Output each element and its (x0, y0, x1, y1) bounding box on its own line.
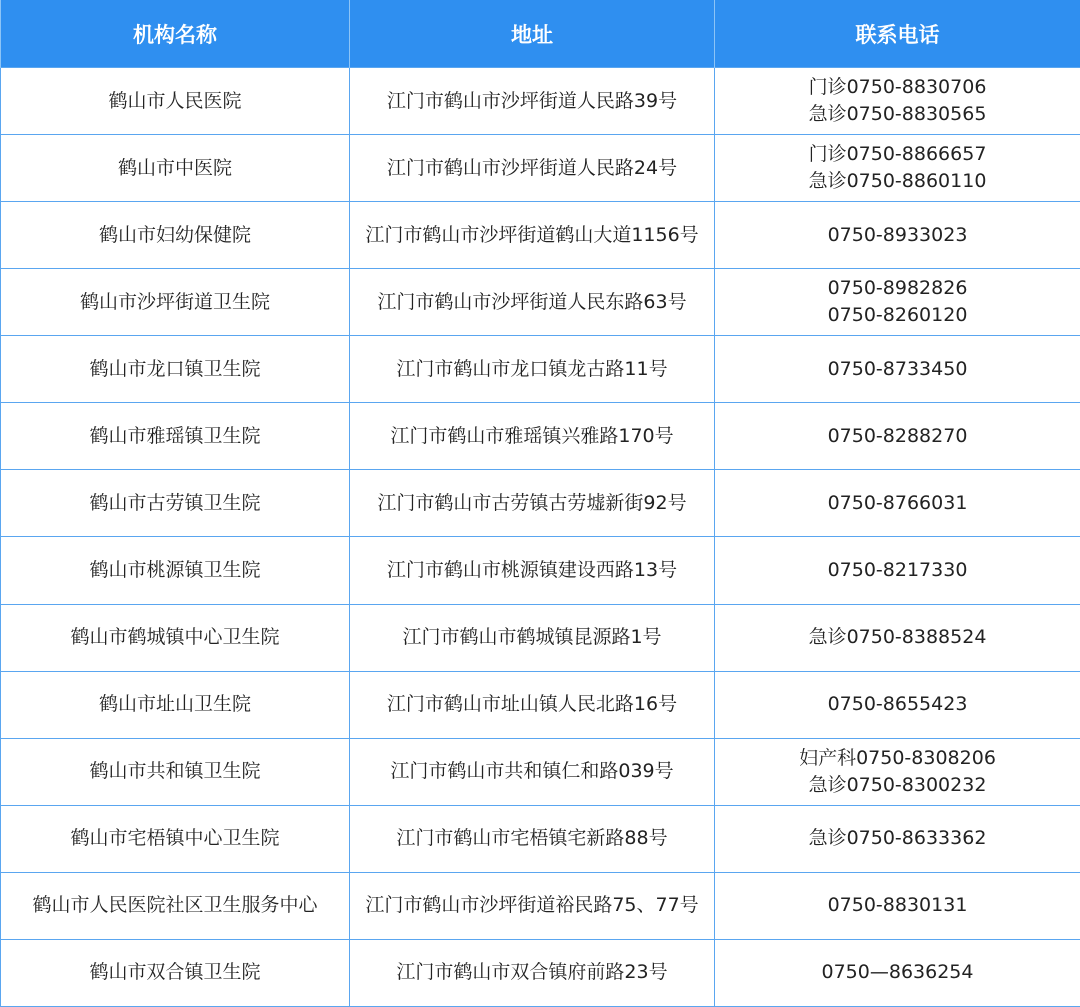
table-row (1, 805, 1080, 872)
phone-cell (715, 202, 1080, 269)
address-cell: 江门市鹤山市沙坪街道人民路39号 (350, 68, 715, 135)
institution-name-cell: 鹤山市鹤城镇中心卫生院 (1, 604, 350, 671)
institution-name-cell: 鹤山市妇幼保健院 (1, 202, 350, 269)
institution-name-cell: 鹤山市址山卫生院 (1, 671, 350, 738)
table-row (1, 135, 1080, 202)
address-cell: 江门市鹤山市址山镇人民北路16号 (350, 671, 715, 738)
phone-number: 0750-8288270 (827, 424, 968, 447)
table-row (1, 336, 1080, 403)
phone-cell (715, 604, 1080, 671)
institution-name-cell: 鹤山市古劳镇卫生院 (1, 470, 350, 537)
header-row (1, 0, 1080, 68)
phone-number: 急诊0750-8300232 (808, 773, 987, 796)
phone-number: 急诊0750-8633362 (808, 827, 987, 850)
phone-number: 0750-8655423 (827, 693, 968, 716)
phone-number: 0750-8217330 (827, 558, 968, 581)
phone-cell (715, 68, 1080, 135)
table-body (1, 68, 1080, 1007)
address-cell: 江门市鹤山市双合镇府前路23号 (350, 939, 715, 1006)
column-header-address: 地址 (350, 0, 715, 68)
phone-cell (715, 269, 1080, 336)
address-cell: 江门市鹤山市雅瑶镇兴雅路170号 (350, 403, 715, 470)
institution-name-cell: 鹤山市双合镇卫生院 (1, 939, 350, 1006)
table-row (1, 403, 1080, 470)
phone-cell (715, 671, 1080, 738)
table-row (1, 537, 1080, 604)
phone-number: 门诊0750-8830706 (808, 76, 987, 99)
phone-number: 0750-8766031 (827, 491, 968, 514)
phone-cell (715, 403, 1080, 470)
institution-name-cell: 鹤山市中医院 (1, 135, 350, 202)
table-row (1, 872, 1080, 939)
institution-name-cell: 鹤山市桃源镇卫生院 (1, 537, 350, 604)
address-cell: 江门市鹤山市桃源镇建设西路13号 (350, 537, 715, 604)
address-cell: 江门市鹤山市沙坪街道裕民路75、77号 (350, 872, 715, 939)
table-row (1, 604, 1080, 671)
phone-cell (715, 135, 1080, 202)
institution-name-cell: 鹤山市人民医院 (1, 68, 350, 135)
institution-name-cell: 鹤山市龙口镇卫生院 (1, 336, 350, 403)
address-cell: 江门市鹤山市沙坪街道人民东路63号 (350, 269, 715, 336)
table-header (1, 0, 1080, 68)
address-cell: 江门市鹤山市宅梧镇宅新路88号 (350, 805, 715, 872)
address-cell: 江门市鹤山市龙口镇龙古路11号 (350, 336, 715, 403)
address-cell: 江门市鹤山市古劳镇古劳墟新街92号 (350, 470, 715, 537)
institution-name-cell: 鹤山市宅梧镇中心卫生院 (1, 805, 350, 872)
address-cell: 江门市鹤山市鹤城镇昆源路1号 (350, 604, 715, 671)
phone-cell (715, 336, 1080, 403)
table-row (1, 671, 1080, 738)
table-row (1, 738, 1080, 805)
phone-number: 门诊0750-8866657 (808, 143, 987, 166)
phone-number: 急诊0750-8860110 (808, 170, 987, 193)
phone-number: 0750—8636254 (821, 961, 974, 984)
phone-number: 急诊0750-8388524 (808, 626, 987, 649)
phone-cell (715, 537, 1080, 604)
phone-cell (715, 470, 1080, 537)
table-row (1, 269, 1080, 336)
address-cell: 江门市鹤山市沙坪街道鹤山大道1156号 (350, 202, 715, 269)
phone-number: 0750-8830131 (827, 894, 968, 917)
table-row (1, 202, 1080, 269)
institution-name-cell: 鹤山市共和镇卫生院 (1, 738, 350, 805)
table-row (1, 470, 1080, 537)
institution-name-cell: 鹤山市人民医院社区卫生服务中心 (1, 872, 350, 939)
phone-number: 0750-8982826 (827, 277, 968, 300)
phone-number: 0750-8933023 (827, 223, 968, 246)
address-cell: 江门市鹤山市共和镇仁和路039号 (350, 738, 715, 805)
column-header-name: 机构名称 (1, 0, 350, 68)
phone-number: 妇产科0750-8308206 (799, 746, 996, 769)
phone-cell (715, 939, 1080, 1006)
column-header-phone: 联系电话 (715, 0, 1080, 68)
phone-cell (715, 872, 1080, 939)
institution-name-cell: 鹤山市雅瑶镇卫生院 (1, 403, 350, 470)
institution-name-cell: 鹤山市沙坪街道卫生院 (1, 269, 350, 336)
table-row (1, 939, 1080, 1006)
phone-number: 0750-8260120 (827, 304, 968, 327)
phone-cell (715, 805, 1080, 872)
phone-number: 0750-8733450 (827, 357, 968, 380)
phone-number: 急诊0750-8830565 (808, 103, 987, 126)
table-row (1, 68, 1080, 135)
phone-cell (715, 738, 1080, 805)
address-cell: 江门市鹤山市沙坪街道人民路24号 (350, 135, 715, 202)
